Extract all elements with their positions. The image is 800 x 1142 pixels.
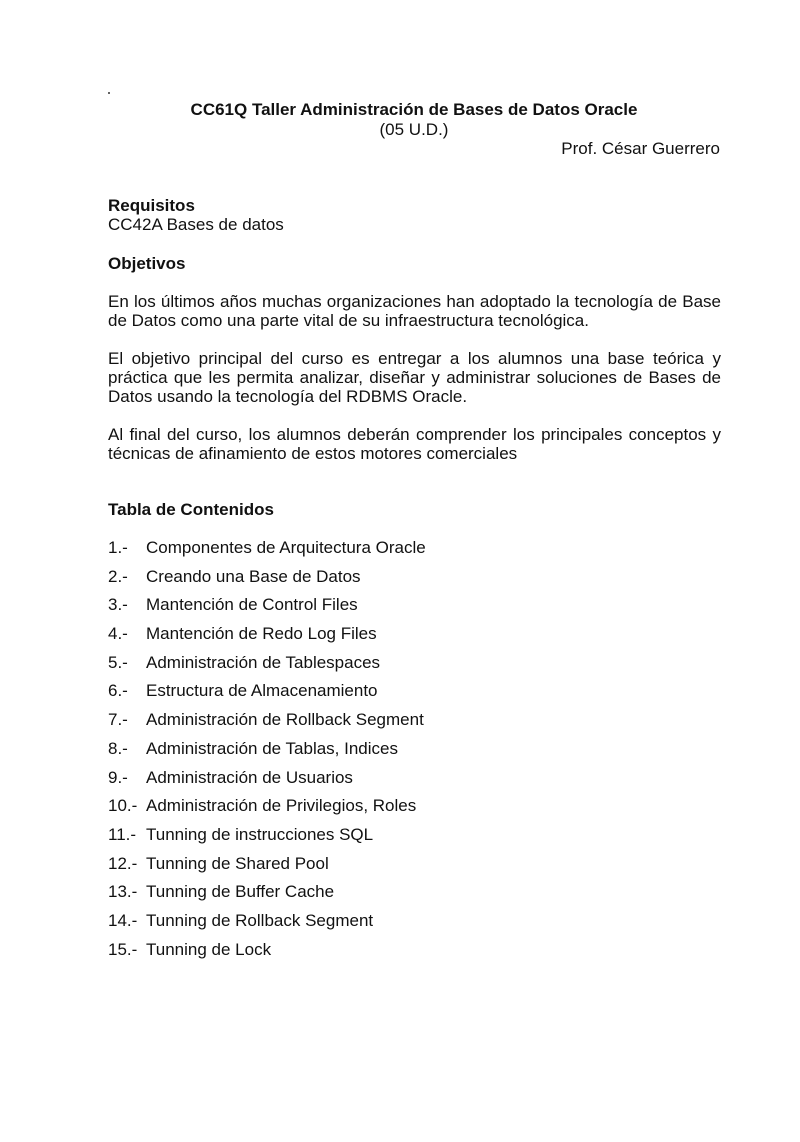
toc-number: 8.- xyxy=(108,738,128,758)
toc-text: Administración de Tablas, Indices xyxy=(146,738,398,758)
toc-text: Mantención de Redo Log Files xyxy=(146,624,377,644)
toc-text: Mantención de Control Files xyxy=(146,595,358,615)
objetivos-paragraph-1: En los últimos años muchas organizaciones han adoptado la tecnología de Base de Datos como una parte vital de su infraestructura tecnológica. xyxy=(108,292,721,330)
professor-name: Prof. César Guerrero xyxy=(561,139,720,158)
objetivos-paragraph-3: Al final del curso, los alumnos deberán comprender los principales conceptos y técnicas de afinamiento de estos motores comerciales xyxy=(108,425,721,463)
toc-item xyxy=(108,825,426,854)
toc-number: 11.- xyxy=(108,824,137,844)
requisitos-course: CC42A Bases de datos xyxy=(108,215,284,234)
objetivos-paragraph-2: El objetivo principal del curso es entregar a los alumnos una base teórica y práctica que les permita analizar, diseñar y administrar soluciones de Bases de Datos usando la tecnología del RDBMS Oracle. xyxy=(108,349,721,406)
scan-speck xyxy=(108,92,110,94)
toc-number: 15.- xyxy=(108,939,138,959)
document-title: CC61Q Taller Administración de Bases de Datos Oracle xyxy=(190,100,638,119)
toc-item xyxy=(108,624,426,653)
toc-number: 9.- xyxy=(108,767,128,787)
toc-item xyxy=(108,681,426,710)
toc-number: 5.- xyxy=(108,652,128,672)
toc-item xyxy=(108,595,426,624)
toc-item xyxy=(108,940,426,969)
toc-item xyxy=(108,739,426,768)
toc-number: 14.- xyxy=(108,910,138,930)
toc-text: Tunning de Lock xyxy=(146,939,272,959)
toc-text: Administración de Privilegios, Roles xyxy=(146,796,417,816)
toc-number: 7.- xyxy=(108,710,128,730)
toc-text: Administración de Usuarios xyxy=(146,767,353,787)
toc-text: Tunning de instrucciones SQL xyxy=(146,824,374,844)
toc-number: 2.- xyxy=(108,566,128,586)
toc-text: Creando una Base de Datos xyxy=(146,566,361,586)
toc-item xyxy=(108,538,426,567)
toc-text: Administración de Tablespaces xyxy=(146,652,381,672)
toc-item xyxy=(108,653,426,682)
toc-number: 6.- xyxy=(108,681,128,701)
toc-number: 4.- xyxy=(108,624,128,644)
toc-number: 12.- xyxy=(108,853,138,873)
toc-item xyxy=(108,567,426,596)
toc-text: Administración de Rollback Segment xyxy=(146,710,424,730)
table-of-contents xyxy=(108,538,426,968)
toc-text: Tunning de Rollback Segment xyxy=(146,910,374,930)
requisitos-heading: Requisitos xyxy=(108,196,195,215)
toc-item xyxy=(108,911,426,940)
course-units: (05 U.D.) xyxy=(379,120,449,139)
toc-item xyxy=(108,796,426,825)
toc-item xyxy=(108,854,426,883)
toc-number: 13.- xyxy=(108,882,138,902)
toc-number: 3.- xyxy=(108,595,128,615)
toc-text: Tunning de Buffer Cache xyxy=(146,882,335,902)
toc-item xyxy=(108,768,426,797)
toc-number: 1.- xyxy=(108,538,128,557)
toc-item xyxy=(108,710,426,739)
toc-number: 10.- xyxy=(108,796,138,816)
toc-text: Estructura de Almacenamiento xyxy=(146,681,378,701)
contents-heading: Tabla de Contenidos xyxy=(108,500,274,519)
objetivos-heading: Objetivos xyxy=(108,254,186,273)
toc-text: Componentes de Arquitectura Oracle xyxy=(146,538,426,557)
toc-text: Tunning de Shared Pool xyxy=(146,853,329,873)
toc-item xyxy=(108,882,426,911)
